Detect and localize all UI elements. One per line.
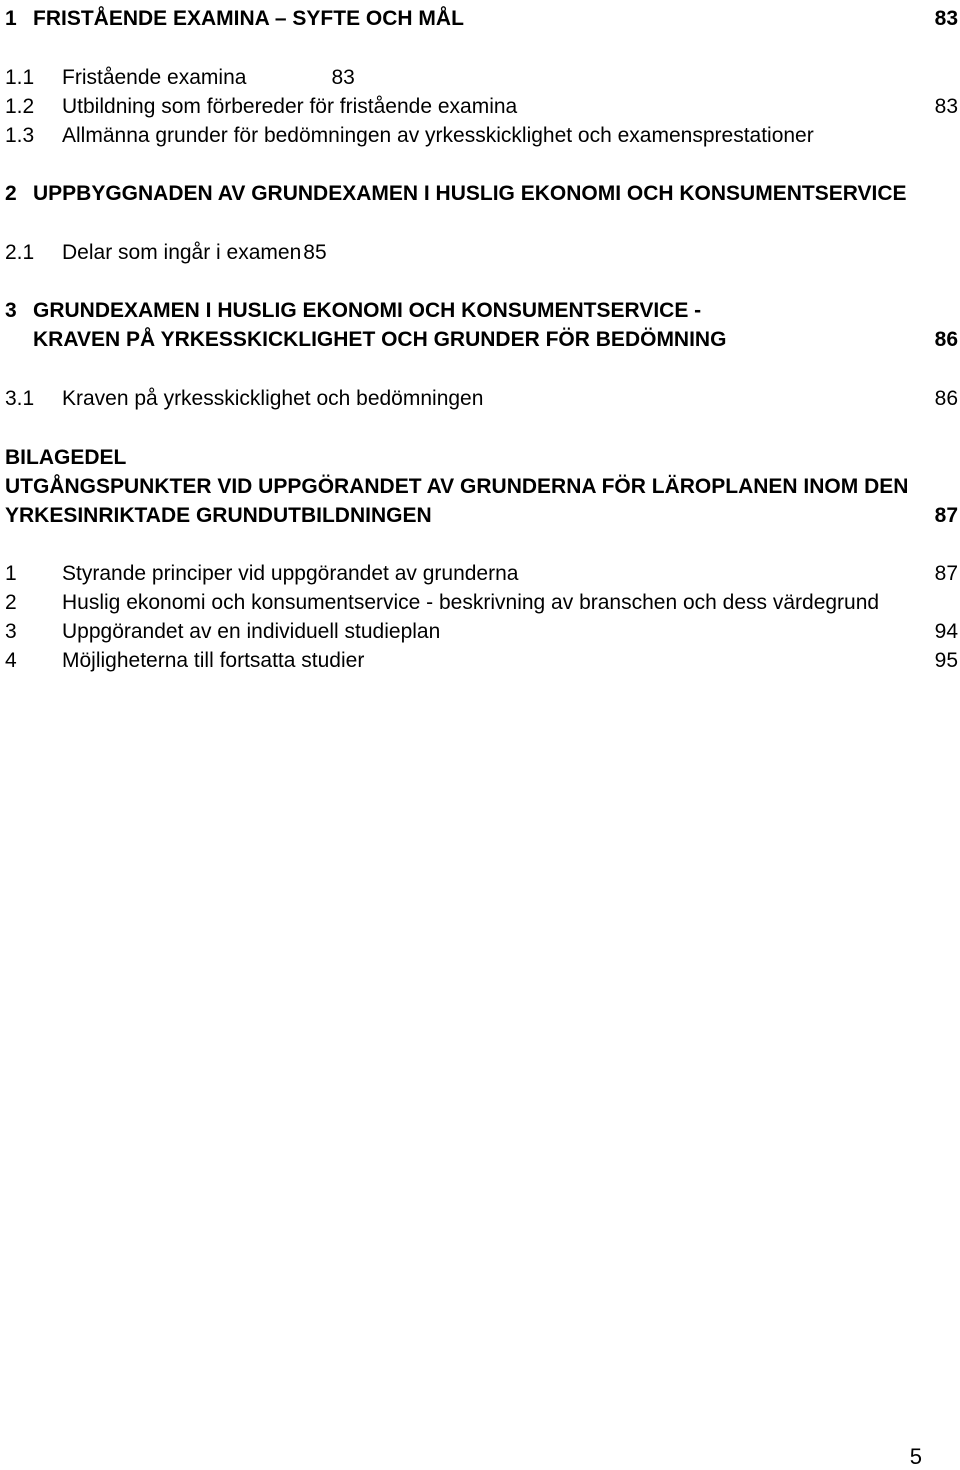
appendix-item	[5, 648, 364, 674]
toc-entry-title: Allmänna grunder för bedömningen av yrkesskicklighet och examensprestationer	[62, 124, 814, 147]
toc-entry-page: 83	[934, 95, 958, 118]
toc-entry-title: Utbildning som förbereder för fristående examina	[62, 95, 518, 118]
toc-entry-1-2	[5, 94, 517, 120]
appendix-item-title: Huslig ekonomi och konsumentservice - beskrivning av branschen och dess värdegrund	[62, 591, 880, 614]
toc-entry-number: 2	[5, 182, 17, 205]
toc-entry-number: 1.1	[5, 66, 35, 89]
toc-entry-1	[5, 6, 464, 32]
appendix-item-title: Möjligheterna till fortsatta studier	[62, 649, 365, 672]
toc-entry-title: Fristående examina	[62, 66, 247, 89]
appendix-heading: BILAGEDEL	[5, 446, 127, 469]
appendix-item-page: 94	[934, 620, 958, 643]
appendix-item	[5, 619, 440, 645]
toc-entry-3-1	[5, 386, 483, 412]
toc-entry-page: 85	[303, 241, 327, 264]
toc-entry-title: UPPBYGGNADEN AV GRUNDEXAMEN I HUSLIG EKONOMI OCH KONSUMENTSERVICE	[33, 182, 907, 205]
appendix-item-number: 3	[5, 620, 17, 643]
toc-entry-2-1	[5, 240, 327, 266]
appendix-title-line1: UTGÅNGSPUNKTER VID UPPGÖRANDET AV GRUNDERNA FÖR LÄROPLANEN INOM DEN	[5, 475, 909, 498]
appendix-title-line2: YRKESINRIKTADE GRUNDUTBILDNINGEN	[5, 504, 432, 527]
appendix-item-number: 1	[5, 562, 17, 585]
appendix-item-title: Uppgörandet av en individuell studieplan	[62, 620, 441, 643]
appendix-item	[5, 590, 879, 616]
appendix-item-page: 87	[934, 562, 958, 585]
toc-entry-title: Kraven på yrkesskicklighet och bedömningen	[62, 387, 484, 410]
toc-entry-number: 1.2	[5, 95, 35, 118]
appendix-item	[5, 561, 518, 587]
appendix-item-number: 2	[5, 591, 17, 614]
toc-entry-number: 1.3	[5, 124, 35, 147]
toc-entry-number: 3.1	[5, 387, 35, 410]
toc-entry-number: 2.1	[5, 241, 35, 264]
toc-entry-page: 86	[934, 387, 958, 410]
toc-entry-page: 83	[331, 66, 355, 89]
toc-entry-page: 86	[934, 328, 958, 351]
toc-entry-number: 3	[5, 299, 17, 322]
toc-entry-title-line1: GRUNDEXAMEN I HUSLIG EKONOMI OCH KONSUMENTSERVICE -	[33, 299, 702, 322]
appendix-item-title: Styrande principer vid uppgörandet av grunderna	[62, 562, 519, 585]
appendix-item-number: 4	[5, 649, 17, 672]
appendix-item-page: 95	[934, 649, 958, 672]
toc-entry-page: 83	[934, 7, 958, 30]
toc-entry-3-line2: KRAVEN PÅ YRKESSKICKLIGHET OCH GRUNDER FÖR BEDÖMNING	[33, 328, 727, 351]
toc-entry-title: Delar som ingår i examen	[62, 241, 302, 264]
toc-entry-2	[5, 181, 907, 207]
toc-entry-3	[5, 298, 701, 324]
appendix-page: 87	[934, 504, 958, 527]
page-number: 5	[909, 1444, 922, 1469]
toc-entry-title: FRISTÅENDE EXAMINA – SYFTE OCH MÅL	[33, 7, 464, 30]
toc-entry-1-3	[5, 123, 814, 149]
toc-entry-number: 1	[5, 7, 17, 30]
toc-entry-1-1	[5, 65, 355, 91]
